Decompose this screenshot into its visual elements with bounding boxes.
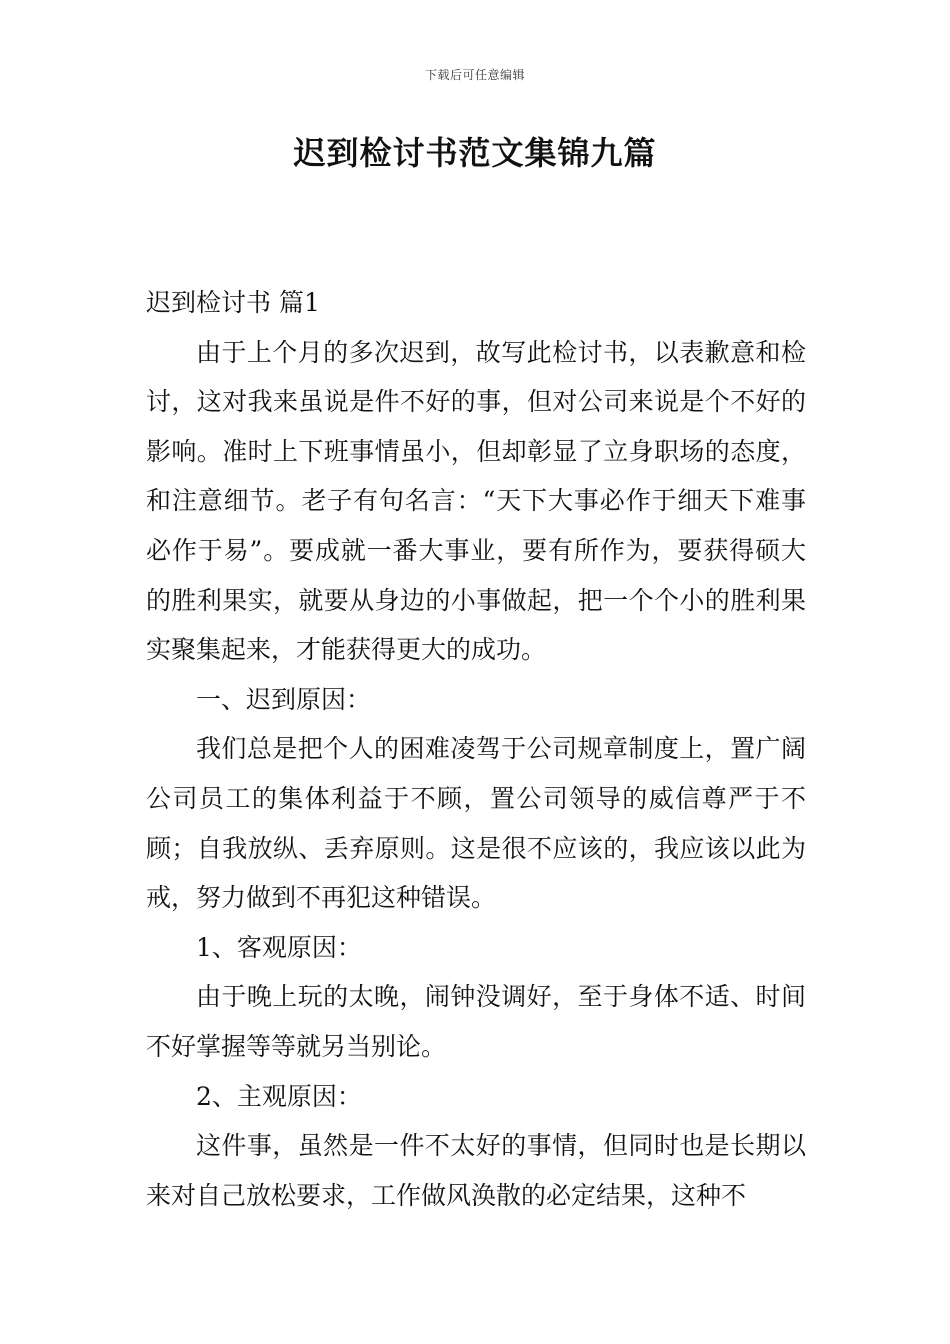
- paragraph-objective: 由于晚上玩的太晚，闹钟没调好，至于身体不适、时间不好掌握等等就另当别论。: [146, 982, 806, 1061]
- subheading-subjective: 2、主观原因：: [196, 1081, 362, 1111]
- header-note: 下载后可任意编辑: [424, 68, 525, 82]
- subheading-objective: 1、客观原因：: [196, 932, 362, 962]
- document-body: [146, 278, 806, 1220]
- subheading-reasons: 一、迟到原因：: [196, 684, 372, 714]
- section-heading: 迟到检讨书 篇1: [146, 288, 320, 317]
- paragraph-subjective: 这件事，虽然是一件不太好的事情，但同时也是长期以来对自己放松要求，工作做风涣散的必定结果，这种不: [146, 1131, 806, 1210]
- document-title: 迟到检讨书范文集锦九篇: [293, 134, 657, 172]
- paragraph-reasons: 我们总是把个人的困难凌驾于公司规章制度上，置广阔公司员工的集体利益于不顾，置公司领导的威信尊严于不顾；自我放纵、丢弃原则。这是很不应该的，我应该以此为戒，努力做到不再犯这种错误。: [146, 734, 806, 913]
- paragraph-intro: 由于上个月的多次迟到，故写此检讨书，以表歉意和检讨，这对我来虽说是件不好的事，但对公司来说是个不好的影响。准时上下班事情虽小，但却彰显了立身职场的态度，和注意细节。老子有句名言：“天下大事必作于细天下难事必作于易”。要成就一番大事业，要有所作为，要获得硕大的胜利果实，就要从身边的小事做起，把一个个小的胜利果实聚集起来，才能获得更大的成功。: [146, 337, 806, 665]
